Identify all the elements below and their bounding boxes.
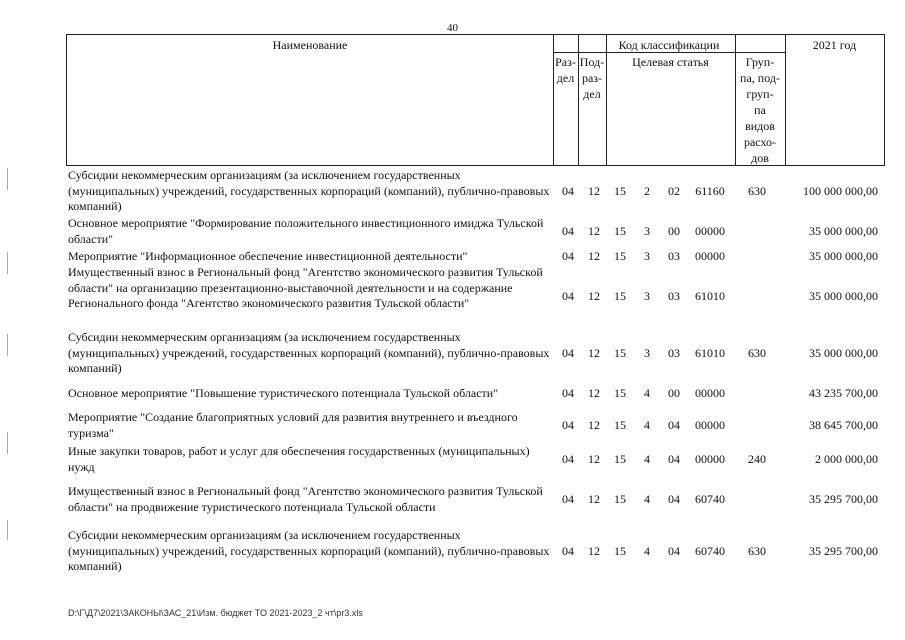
cell-razdel: 04 <box>562 289 574 303</box>
header-line: дел <box>583 87 601 101</box>
cell-target-2: 4 <box>644 452 650 466</box>
cell-target-3: 00 <box>668 224 680 238</box>
cell-target-3: 04 <box>668 452 680 466</box>
cell-podrazdel: 12 <box>588 418 600 432</box>
row-name: Субсидии некоммерческим организациям (за исключением государственных (муниципальных) учреждений, государственных корпораций (компаний), публично-правовых компаний) <box>68 330 550 375</box>
header-line: груп- <box>746 87 774 101</box>
cell-vid: 630 <box>748 346 766 360</box>
cell-razdel: 04 <box>562 224 574 238</box>
cell-target-2: 4 <box>644 544 650 558</box>
header-line: дел <box>556 71 575 85</box>
cell-podrazdel: 12 <box>588 224 600 238</box>
cell-target-2: 3 <box>644 224 650 238</box>
cell-amount: 35 295 700,00 <box>809 492 878 506</box>
cell-target-1: 15 <box>614 224 626 238</box>
row-name: Основное мероприятие "Повышение туристического потенциала Тульской области" <box>68 386 499 400</box>
cell-amount: 35 000 000,00 <box>809 249 878 263</box>
row-name: Мероприятие "Создание благоприятных условий для развития внутреннего и въездного туризма" <box>68 410 518 440</box>
cell-target-3: 04 <box>668 492 680 506</box>
cell-podrazdel: 12 <box>588 386 600 400</box>
cell-target-3: 03 <box>668 346 680 360</box>
column-header-group <box>735 54 785 166</box>
cell-target-4: 61010 <box>695 346 725 360</box>
header-line: па <box>754 103 766 117</box>
cell-razdel: 04 <box>562 452 574 466</box>
cell-target-3: 04 <box>668 544 680 558</box>
column-header-year: 2021 год <box>812 38 857 52</box>
cell-amount: 2 000 000,00 <box>815 452 878 466</box>
header-line: дов <box>751 151 769 165</box>
cell-vid: 630 <box>748 184 766 198</box>
page-number: 40 <box>447 22 458 34</box>
header-line: па, под- <box>740 71 780 85</box>
cell-podrazdel: 12 <box>588 492 600 506</box>
row-name: Субсидии некоммерческим организациям (за исключением государственных (муниципальных) учреждений, государственных корпораций (компаний), публично-правовых компаний) <box>68 528 550 573</box>
header-line: видов <box>745 119 775 133</box>
cell-razdel: 04 <box>562 418 574 432</box>
cell-razdel: 04 <box>562 184 574 198</box>
column-header-target-article: Целевая статья <box>632 55 709 69</box>
cell-target-2: 3 <box>644 346 650 360</box>
cell-razdel: 04 <box>562 249 574 263</box>
cell-target-4: 61010 <box>695 289 725 303</box>
divider-line <box>785 35 786 165</box>
cell-target-4: 00000 <box>695 452 725 466</box>
cell-vid: 240 <box>748 452 766 466</box>
cell-target-2: 4 <box>644 386 650 400</box>
header-line: Груп- <box>745 55 775 69</box>
file-path-footer: D:\Г\Д7\2021\ЗАКОНЫ\ЗАС_21\Изм. бюджет ТО 2021-2023_2 чт\pr3.xls <box>68 608 363 618</box>
margin-mark <box>7 432 8 454</box>
cell-target-3: 02 <box>668 184 680 198</box>
cell-podrazdel: 12 <box>588 249 600 263</box>
cell-target-1: 15 <box>614 418 626 432</box>
header-line: расхо- <box>743 135 777 149</box>
cell-podrazdel: 12 <box>588 289 600 303</box>
column-header-classification: Код классификации <box>618 38 720 52</box>
cell-target-3: 03 <box>668 249 680 263</box>
row-name: Имущественный взнос в Региональный фонд "Агентство экономического развития Тульской области" на организацию презентационно-выставочной деятельности и на содержание Регионального фонда "Агентство экономического развития Тульской области" <box>68 265 543 310</box>
cell-target-3: 04 <box>668 418 680 432</box>
table-header <box>66 34 885 166</box>
cell-vid: 630 <box>748 544 766 558</box>
cell-target-1: 15 <box>614 289 626 303</box>
cell-amount: 35 000 000,00 <box>809 346 878 360</box>
cell-target-4: 60740 <box>695 492 725 506</box>
column-header-subsection <box>578 54 606 102</box>
cell-target-3: 03 <box>668 289 680 303</box>
margin-mark <box>7 168 8 190</box>
cell-target-2: 3 <box>644 249 650 263</box>
cell-amount: 35 000 000,00 <box>809 224 878 238</box>
cell-target-4: 00000 <box>695 224 725 238</box>
row-name: Имущественный взнос в Региональный фонд "Агентство экономического развития Тульской области" на продвижение туристического потенциала Тульской области <box>68 484 543 514</box>
margin-mark <box>7 334 8 356</box>
cell-target-1: 15 <box>614 544 626 558</box>
cell-amount: 100 000 000,00 <box>803 184 878 198</box>
cell-razdel: 04 <box>562 346 574 360</box>
header-line: раз- <box>581 71 603 85</box>
cell-target-1: 15 <box>614 386 626 400</box>
cell-target-4: 61160 <box>695 184 725 198</box>
cell-razdel: 04 <box>562 386 574 400</box>
cell-podrazdel: 12 <box>588 544 600 558</box>
cell-podrazdel: 12 <box>588 452 600 466</box>
header-line: Раз- <box>555 55 576 69</box>
cell-amount: 35 295 700,00 <box>809 544 878 558</box>
row-name: Субсидии некоммерческим организациям (за исключением государственных (муниципальных) учреждений, государственных корпораций (компаний), публично-правовых компаний) <box>68 168 550 213</box>
row-name: Иные закупки товаров, работ и услуг для обеспечения государственных (муниципальных) нужд <box>68 444 530 474</box>
cell-target-2: 3 <box>644 289 650 303</box>
header-line: Под- <box>579 55 605 69</box>
cell-target-3: 00 <box>668 386 680 400</box>
row-name: Основное мероприятие "Формирование положительного инвестиционного имиджа Тульской области" <box>68 216 544 246</box>
row-name: Мероприятие "Информационное обеспечение инвестиционной деятельности" <box>68 249 468 263</box>
cell-target-2: 2 <box>644 184 650 198</box>
cell-target-1: 15 <box>614 346 626 360</box>
cell-target-2: 4 <box>644 418 650 432</box>
cell-target-4: 00000 <box>695 249 725 263</box>
cell-target-1: 15 <box>614 184 626 198</box>
cell-target-1: 15 <box>614 452 626 466</box>
cell-target-4: 60740 <box>695 544 725 558</box>
cell-target-4: 00000 <box>695 386 725 400</box>
cell-podrazdel: 12 <box>588 184 600 198</box>
cell-podrazdel: 12 <box>588 346 600 360</box>
cell-target-2: 4 <box>644 492 650 506</box>
cell-amount: 38 645 700,00 <box>809 418 878 432</box>
cell-razdel: 04 <box>562 492 574 506</box>
cell-target-1: 15 <box>614 249 626 263</box>
margin-mark <box>7 252 8 274</box>
cell-razdel: 04 <box>562 544 574 558</box>
column-header-name: Наименование <box>272 38 348 52</box>
cell-target-4: 00000 <box>695 418 725 432</box>
margin-mark <box>7 520 8 540</box>
column-header-section <box>553 54 578 86</box>
cell-amount: 35 000 000,00 <box>809 289 878 303</box>
cell-amount: 43 235 700,00 <box>809 386 878 400</box>
cell-target-1: 15 <box>614 492 626 506</box>
